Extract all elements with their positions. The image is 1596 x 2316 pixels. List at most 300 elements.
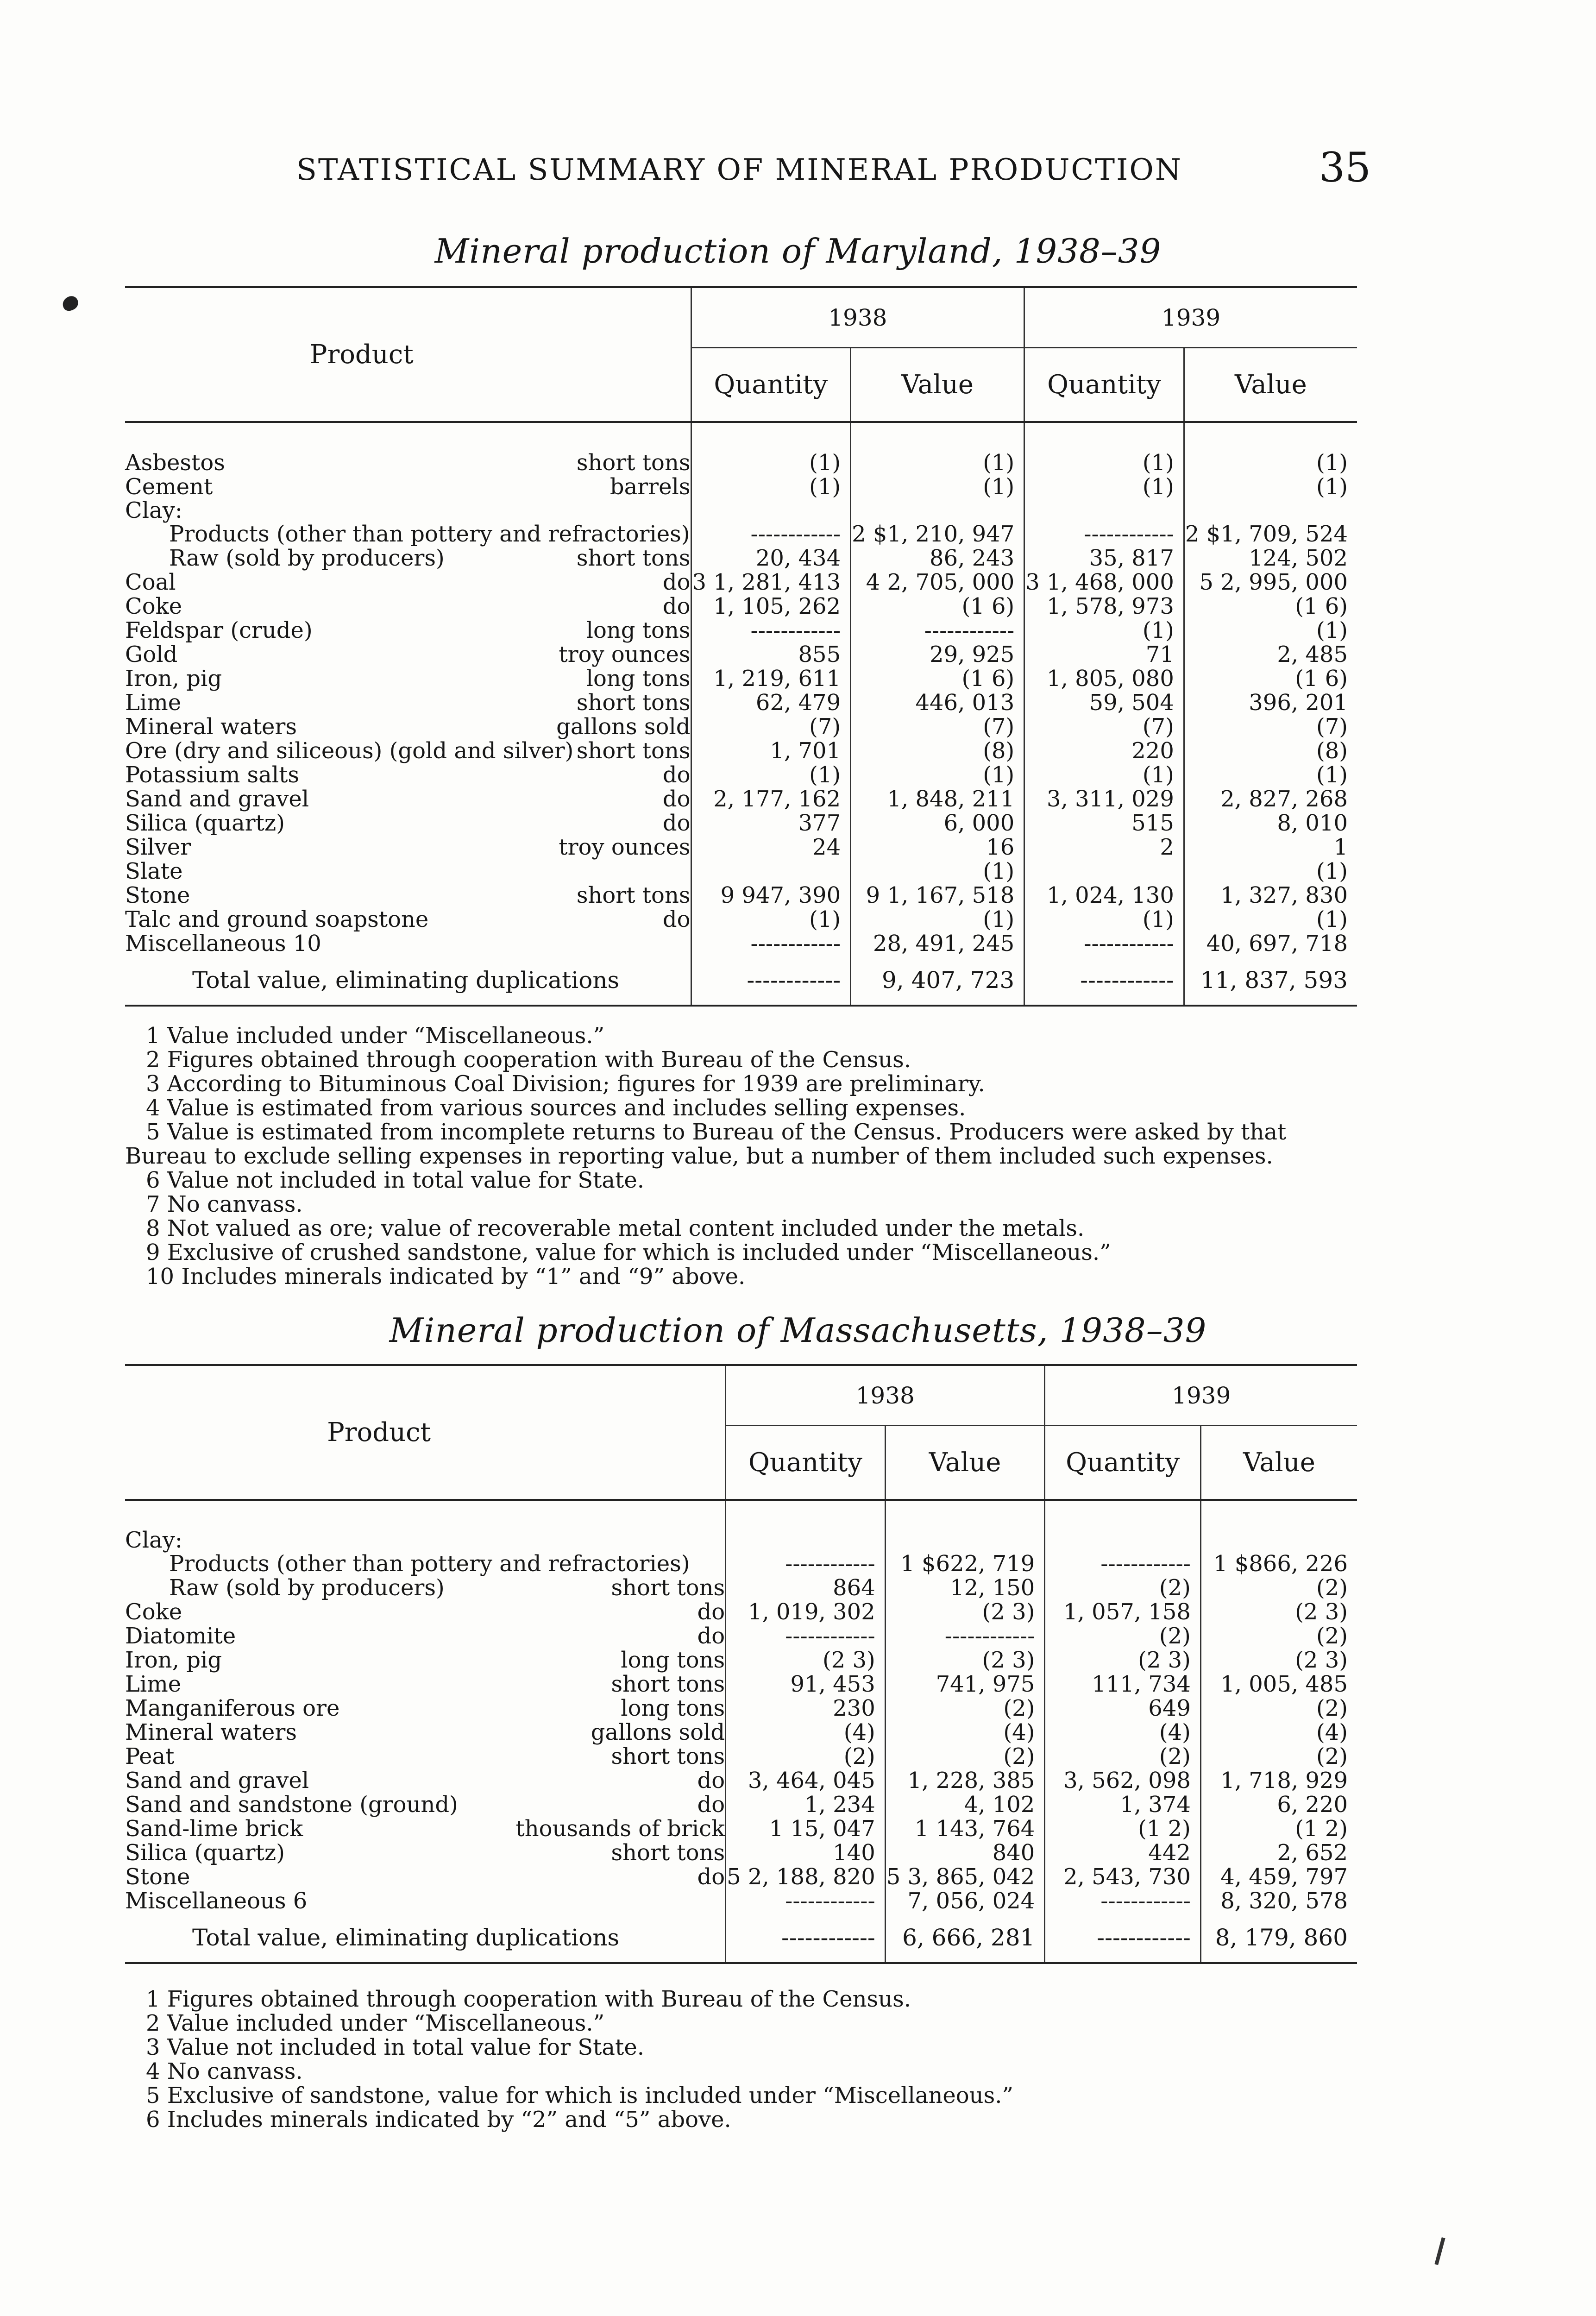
product-label (125, 691, 691, 715)
value-cell: (1) (1184, 475, 1357, 499)
product-label (125, 570, 691, 594)
unit-label: short tons (576, 882, 691, 908)
product-label (125, 451, 691, 475)
product-label (125, 1576, 726, 1600)
table-row (125, 570, 1357, 594)
value-cell: (2 3) (885, 1648, 1045, 1672)
value-cell: (1) (1184, 859, 1357, 883)
value-header: Value (1184, 348, 1357, 422)
value-cell: 9 1, 167, 518 (851, 883, 1024, 907)
quantity-cell: ------------ (1045, 1552, 1201, 1576)
value-cell: (1) (1184, 763, 1357, 787)
value-cell: (1 6) (1184, 594, 1357, 618)
total-label (125, 956, 691, 1006)
quantity-cell: 5 2, 188, 820 (726, 1865, 886, 1889)
quantity-cell: 1, 374 (1045, 1793, 1201, 1817)
value-cell: (1) (851, 451, 1024, 475)
product-name: Mineral waters (125, 1719, 297, 1745)
table-row (125, 618, 1357, 642)
product-name: Lime (125, 690, 182, 716)
quantity-cell (726, 1529, 886, 1552)
value-cell: 2 $1, 709, 524 (1184, 522, 1357, 546)
product-label (125, 667, 691, 691)
product-label (125, 1672, 726, 1696)
quantity-cell: (2) (726, 1744, 886, 1768)
total-quantity-cell: ------------ (1024, 956, 1184, 1006)
value-cell: (1 6) (1184, 667, 1357, 691)
maryland-footnotes (125, 1024, 1357, 1289)
quantity-cell: (4) (1045, 1720, 1201, 1744)
product-name: Miscellaneous 6 (125, 1888, 308, 1914)
product-name: Cement (125, 474, 213, 500)
table-row (125, 1576, 1357, 1600)
unit-label: short tons (611, 1671, 725, 1697)
value-cell: 5 2, 995, 000 (1184, 570, 1357, 594)
table-row (125, 1529, 1357, 1552)
value-cell: (1) (851, 907, 1024, 931)
table-row (125, 931, 1357, 956)
product-label (125, 787, 691, 811)
product-name: Stone (125, 1864, 190, 1890)
value-cell (851, 499, 1024, 522)
massachusetts-table (125, 1364, 1357, 1964)
value-cell: 446, 013 (851, 691, 1024, 715)
maryland-table-body (125, 422, 1357, 1006)
quantity-cell: 1, 701 (691, 739, 851, 763)
quantity-header: Quantity (691, 348, 851, 422)
product-label (125, 1624, 726, 1648)
quantity-cell: 59, 504 (1024, 691, 1184, 715)
product-name: Coke (125, 593, 182, 619)
quantity-cell: 24 (691, 835, 851, 859)
unit-label: do (697, 1792, 725, 1818)
unit-label: do (662, 786, 691, 812)
table-row (125, 1648, 1357, 1672)
footnote-continuation: Bureau to exclude selling expenses in reporting value, but a number of them included such expenses. (125, 1143, 1273, 1169)
value-cell: 2, 652 (1200, 1841, 1357, 1865)
value-cell: 840 (885, 1841, 1045, 1865)
quantity-cell: 91, 453 (726, 1672, 886, 1696)
quantity-cell: 2, 543, 730 (1045, 1865, 1201, 1889)
unit-label: do (697, 1599, 725, 1625)
table-row (125, 1793, 1357, 1817)
value-cell: 86, 243 (851, 546, 1024, 570)
product-name: Sand and gravel (125, 1768, 309, 1794)
value-cell: 4, 459, 797 (1200, 1865, 1357, 1889)
quantity-cell: 1, 219, 611 (691, 667, 851, 691)
footnote: 10 Includes minerals indicated by “1” and “9” above. (146, 1264, 746, 1290)
value-cell: 4, 102 (885, 1793, 1045, 1817)
quantity-cell (1045, 1529, 1201, 1552)
product-name: Silver (125, 834, 191, 860)
quantity-header: Quantity (1045, 1426, 1201, 1500)
quantity-cell: 2 (1024, 835, 1184, 859)
product-label (125, 1889, 726, 1913)
year-1939-header: 1939 (1024, 287, 1357, 348)
table-row (125, 1841, 1357, 1865)
value-header: Value (1200, 1426, 1357, 1500)
quantity-cell: 35, 817 (1024, 546, 1184, 570)
table-row (125, 907, 1357, 931)
value-cell: 1 $622, 719 (885, 1552, 1045, 1576)
table-row (125, 763, 1357, 787)
table-row (125, 475, 1357, 499)
quantity-cell: (2 3) (1045, 1648, 1201, 1672)
product-label (125, 715, 691, 739)
quantity-cell: (7) (1024, 715, 1184, 739)
product-name: Miscellaneous 10 (125, 931, 321, 957)
product-name: Coal (125, 569, 176, 595)
table-row (125, 835, 1357, 859)
quantity-cell: ------------ (1024, 931, 1184, 956)
table-row (125, 715, 1357, 739)
massachusetts-caption: Mineral production of Massachusetts, 1938–39 (389, 1311, 1207, 1350)
value-cell: (8) (1184, 739, 1357, 763)
value-cell: (7) (1184, 715, 1357, 739)
quantity-cell: 3, 562, 098 (1045, 1768, 1201, 1793)
quantity-cell: 1, 578, 973 (1024, 594, 1184, 618)
quantity-cell: 230 (726, 1696, 886, 1720)
product-label (125, 883, 691, 907)
product-label (125, 1841, 726, 1865)
total-label (125, 1913, 726, 1963)
quantity-cell: 515 (1024, 811, 1184, 835)
product-label (125, 931, 691, 956)
product-name: Products (other than pottery and refractories) (169, 1551, 690, 1577)
quantity-cell: ------------ (726, 1624, 886, 1648)
footnote: 5 Exclusive of sandstone, value for which is included under “Miscellaneous.” (146, 2083, 1014, 2108)
quantity-cell: (1) (691, 451, 851, 475)
total-value-cell: 11, 837, 593 (1184, 956, 1357, 1006)
value-cell: (2 3) (885, 1600, 1045, 1624)
table-row (125, 787, 1357, 811)
product-label (125, 1720, 726, 1744)
quantity-cell: (2 3) (726, 1648, 886, 1672)
product-name: Silica (quartz) (125, 1840, 285, 1866)
quantity-cell: ------------ (1024, 522, 1184, 546)
product-name: Sand-lime brick (125, 1816, 303, 1842)
table-row (125, 667, 1357, 691)
value-cell: 1, 718, 929 (1200, 1768, 1357, 1793)
product-label (125, 811, 691, 835)
value-cell: 1, 327, 830 (1184, 883, 1357, 907)
quantity-cell: (4) (726, 1720, 886, 1744)
table-row (125, 811, 1357, 835)
quantity-cell: (1) (1024, 451, 1184, 475)
table-row (125, 1744, 1357, 1768)
table-row (125, 1865, 1357, 1889)
quantity-cell: 3 1, 281, 413 (691, 570, 851, 594)
product-label (125, 1744, 726, 1768)
quantity-cell: 1, 105, 262 (691, 594, 851, 618)
quantity-cell: 1, 057, 158 (1045, 1600, 1201, 1624)
unit-label: short tons (576, 690, 691, 716)
unit-label: short tons (576, 545, 691, 571)
value-cell: (7) (851, 715, 1024, 739)
table-row (125, 1720, 1357, 1744)
product-name: Iron, pig (125, 1647, 222, 1673)
unit-label: gallons sold (591, 1719, 725, 1745)
value-cell: 2, 827, 268 (1184, 787, 1357, 811)
value-cell: (2) (1200, 1696, 1357, 1720)
quantity-cell: 1, 019, 302 (726, 1600, 886, 1624)
unit-label: troy ounces (559, 642, 691, 667)
unit-label: do (697, 1768, 725, 1794)
year-1938-header: 1938 (726, 1365, 1045, 1426)
value-cell: 6, 220 (1200, 1793, 1357, 1817)
quantity-cell: (1) (1024, 618, 1184, 642)
unit-label: short tons (611, 1743, 725, 1769)
value-cell: 741, 975 (885, 1672, 1045, 1696)
value-cell: (2 3) (1200, 1600, 1357, 1624)
total-label-text: Total value, eliminating duplications (192, 967, 620, 994)
footnote: 4 No canvass. (146, 2058, 303, 2084)
footnote: 9 Exclusive of crushed sandstone, value for which is included under “Miscellaneous.” (146, 1240, 1111, 1265)
quantity-header: Quantity (1024, 348, 1184, 422)
unit-label: barrels (609, 474, 691, 500)
table-row (125, 1889, 1357, 1913)
table-row (125, 691, 1357, 715)
quantity-cell: ------------ (726, 1889, 886, 1913)
footnote: 1 Value included under “Miscellaneous.” (146, 1023, 605, 1049)
quantity-cell: (1) (1024, 763, 1184, 787)
unit-label: gallons sold (556, 714, 691, 740)
product-name: Products (other than pottery and refractories) (169, 521, 690, 547)
quantity-header: Quantity (726, 1426, 886, 1500)
product-label (125, 1696, 726, 1720)
footnote: 5 Value is estimated from incomplete returns to Bureau of the Census. Producers were asked by that (146, 1119, 1287, 1145)
maryland-table (125, 286, 1357, 1007)
quantity-cell: 62, 479 (691, 691, 851, 715)
quantity-cell: ------------ (691, 522, 851, 546)
maryland-caption: Mineral production of Maryland, 1938–39 (434, 232, 1162, 271)
footnote: 3 Value not included in total value for State. (146, 2034, 644, 2060)
quantity-cell: 1, 805, 080 (1024, 667, 1184, 691)
value-cell: 1 $866, 226 (1200, 1552, 1357, 1576)
product-header: Product (309, 339, 414, 370)
table-row (125, 739, 1357, 763)
product-name: Mineral waters (125, 714, 297, 740)
product-label (125, 1552, 726, 1576)
table-row (125, 859, 1357, 883)
product-name: Gold (125, 642, 178, 667)
product-name: Coke (125, 1599, 182, 1625)
product-name: Ore (dry and siliceous) (gold and silver) (125, 738, 574, 764)
product-label (125, 1865, 726, 1889)
quantity-cell: ------------ (691, 931, 851, 956)
value-cell: ------------ (885, 1624, 1045, 1648)
value-cell: 2 $1, 210, 947 (851, 522, 1024, 546)
unit-label: long tons (621, 1695, 725, 1721)
value-cell: 7, 056, 024 (885, 1889, 1045, 1913)
total-quantity-cell: ------------ (1045, 1913, 1201, 1963)
value-cell: 6, 000 (851, 811, 1024, 835)
value-cell: (2) (1200, 1624, 1357, 1648)
ink-stain (61, 294, 80, 313)
value-cell: 2, 485 (1184, 642, 1357, 667)
total-value-cell: 6, 666, 281 (885, 1913, 1045, 1963)
table-row (125, 594, 1357, 618)
table-row (125, 1600, 1357, 1624)
page-header (278, 139, 1371, 190)
quantity-cell (691, 499, 851, 522)
value-cell (885, 1529, 1045, 1552)
unit-label: short tons (611, 1575, 725, 1601)
quantity-cell: (1) (691, 763, 851, 787)
unit-label: thousands of brick (515, 1816, 725, 1842)
value-cell: 1, 848, 211 (851, 787, 1024, 811)
unit-label: do (662, 569, 691, 595)
quantity-cell: 140 (726, 1841, 886, 1865)
product-name: Silica (quartz) (125, 810, 285, 836)
value-cell: (1) (1184, 451, 1357, 475)
quantity-cell: 3 1, 468, 000 (1024, 570, 1184, 594)
quantity-cell: 1, 024, 130 (1024, 883, 1184, 907)
value-cell: 4 2, 705, 000 (851, 570, 1024, 594)
value-cell: (1) (851, 763, 1024, 787)
table-row (125, 1552, 1357, 1576)
product-name: Asbestos (125, 450, 225, 476)
value-cell: (1 6) (851, 667, 1024, 691)
product-name: Diatomite (125, 1623, 236, 1649)
quantity-cell: (2) (1045, 1624, 1201, 1648)
value-cell: (1 2) (1200, 1817, 1357, 1841)
total-row (125, 956, 1357, 1006)
quantity-cell (691, 859, 851, 883)
quantity-cell: 442 (1045, 1841, 1201, 1865)
table-row (125, 546, 1357, 570)
value-cell: (2) (885, 1744, 1045, 1768)
table-row (125, 451, 1357, 475)
quantity-cell: (1 2) (1045, 1817, 1201, 1841)
total-label-text: Total value, eliminating duplications (192, 1924, 620, 1951)
unit-label: do (662, 906, 691, 932)
value-cell: 1 143, 764 (885, 1817, 1045, 1841)
unit-label: short tons (611, 1840, 725, 1866)
product-name: Clay: (125, 497, 182, 523)
quantity-cell: (1) (691, 907, 851, 931)
product-label (125, 642, 691, 667)
unit-label: do (697, 1623, 725, 1649)
product-name: Potassium salts (125, 762, 299, 788)
product-name: Peat (125, 1743, 175, 1769)
total-quantity-cell: ------------ (726, 1913, 886, 1963)
value-cell: (1) (1184, 618, 1357, 642)
massachusetts-footnotes (125, 1987, 1357, 2132)
value-cell: (2) (1200, 1576, 1357, 1600)
quantity-cell: ------------ (726, 1552, 886, 1576)
massachusetts-table-body (125, 1500, 1357, 1963)
footnote: 6 Value not included in total value for State. (146, 1167, 644, 1193)
value-cell: 16 (851, 835, 1024, 859)
table-row (125, 883, 1357, 907)
value-cell: (2) (885, 1696, 1045, 1720)
unit-label: do (662, 593, 691, 619)
quantity-cell: 2, 177, 162 (691, 787, 851, 811)
unit-label: short tons (576, 450, 691, 476)
value-cell: 12, 150 (885, 1576, 1045, 1600)
product-name: Raw (sold by producers) (169, 545, 445, 571)
quantity-cell: 855 (691, 642, 851, 667)
product-label (125, 594, 691, 618)
footnote: 2 Value included under “Miscellaneous.” (146, 2010, 605, 2036)
quantity-cell (1024, 499, 1184, 522)
quantity-cell: (1) (1024, 475, 1184, 499)
value-cell: (1) (1184, 907, 1357, 931)
product-label (125, 618, 691, 642)
product-label (125, 1529, 726, 1552)
product-name: Sand and gravel (125, 786, 309, 812)
stray-mark (1434, 2237, 1445, 2265)
table-row (125, 499, 1357, 522)
product-label (125, 499, 691, 522)
quantity-cell: 20, 434 (691, 546, 851, 570)
product-label (125, 1768, 726, 1793)
product-label (125, 1793, 726, 1817)
product-label (125, 907, 691, 931)
value-cell: (1) (851, 859, 1024, 883)
footnote: 7 No canvass. (146, 1191, 303, 1217)
product-name: Lime (125, 1671, 182, 1697)
total-value-cell: 9, 407, 723 (851, 956, 1024, 1006)
value-cell: 1, 005, 485 (1200, 1672, 1357, 1696)
quantity-cell: ------------ (691, 618, 851, 642)
product-label (125, 522, 691, 546)
product-name: Raw (sold by producers) (169, 1575, 445, 1601)
table-row (125, 642, 1357, 667)
product-label (125, 763, 691, 787)
quantity-cell: 9 947, 390 (691, 883, 851, 907)
quantity-cell: (2) (1045, 1576, 1201, 1600)
running-title: STATISTICAL SUMMARY OF MINERAL PRODUCTION (296, 153, 1182, 187)
table-row (125, 1672, 1357, 1696)
quantity-cell: 3, 311, 029 (1024, 787, 1184, 811)
value-cell: (2) (1200, 1744, 1357, 1768)
unit-label: do (662, 762, 691, 788)
total-quantity-cell: ------------ (691, 956, 851, 1006)
year-1938-header: 1938 (691, 287, 1024, 348)
footnote: 4 Value is estimated from various sources and includes selling expenses. (146, 1095, 966, 1121)
quantity-cell: 864 (726, 1576, 886, 1600)
value-cell: 1 (1184, 835, 1357, 859)
unit-label: do (697, 1864, 725, 1890)
year-1939-header: 1939 (1045, 1365, 1357, 1426)
value-header: Value (851, 348, 1024, 422)
value-cell (1184, 499, 1357, 522)
table-row (125, 1817, 1357, 1841)
spacer-row (125, 1500, 1357, 1529)
value-cell: (2 3) (1200, 1648, 1357, 1672)
unit-label: long tons (586, 666, 691, 692)
quantity-cell: ------------ (1045, 1889, 1201, 1913)
product-name: Manganiferous ore (125, 1695, 340, 1721)
value-cell: (4) (885, 1720, 1045, 1744)
product-label (125, 859, 691, 883)
page-number: 35 (1319, 144, 1371, 191)
product-label (125, 1648, 726, 1672)
unit-label: short tons (576, 738, 691, 764)
table-row (125, 1624, 1357, 1648)
unit-label: do (662, 810, 691, 836)
unit-label: long tons (621, 1647, 725, 1673)
value-cell: 8, 010 (1184, 811, 1357, 835)
value-cell: 124, 502 (1184, 546, 1357, 570)
product-name: Sand and sandstone (ground) (125, 1792, 458, 1818)
footnote: 6 Includes minerals indicated by “2” and “5” above. (146, 2107, 731, 2133)
product-label (125, 739, 691, 763)
table-row (125, 1768, 1357, 1793)
total-row (125, 1913, 1357, 1963)
